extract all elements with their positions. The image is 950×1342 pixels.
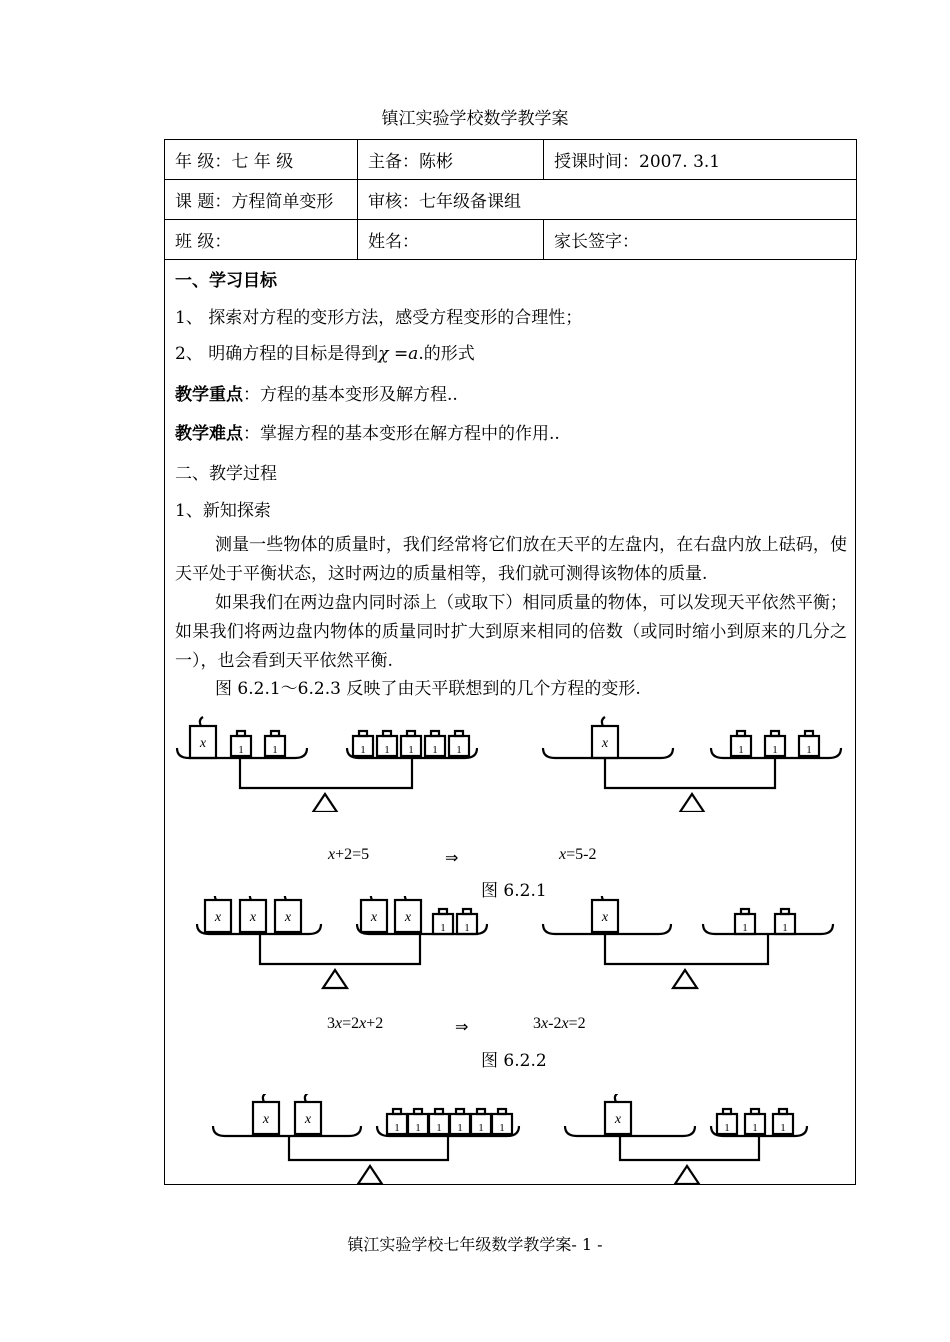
document-title: 镇江实验学校数学教学案: [381, 109, 569, 129]
unknown-box-label: x: [249, 910, 257, 925]
weight-handle: [414, 1109, 422, 1114]
balance-fulcrum: [675, 1166, 699, 1184]
fig1-equation-right: x=5-2: [559, 846, 597, 863]
weight-handle: [781, 909, 789, 914]
weight-label: 1: [272, 744, 278, 756]
unknown-box-label: x: [214, 910, 222, 925]
fig2-caption: 图 6.2.2: [481, 1051, 547, 1071]
weight-label: 1: [436, 1122, 442, 1134]
balance-beam: [260, 934, 420, 964]
weight-label: 1: [384, 744, 390, 756]
topic-cell: 课 题：方程简单变形: [165, 180, 358, 220]
weight-label: 1: [806, 744, 812, 756]
fig2-equation-right: 3x-2x=2: [533, 1015, 586, 1032]
balance-beam: [240, 758, 412, 788]
balance-fulcrum: [358, 1166, 382, 1184]
weight-handle: [271, 731, 279, 736]
weight-label: 1: [782, 922, 788, 934]
name-cell: 姓名：: [358, 220, 544, 260]
goal-item-2-suffix: .的形式: [418, 344, 475, 364]
class-cell: 班 级：: [165, 220, 358, 260]
info-table: [164, 139, 857, 260]
figure-6-2-3-balances: [165, 1094, 855, 1184]
author-cell: 主备：陈彬: [358, 140, 544, 180]
unknown-box-label: x: [601, 910, 609, 925]
weight-handle: [237, 731, 245, 736]
figure-6-2-1-balances: [165, 712, 855, 812]
box-hook: [602, 717, 605, 726]
weight-handle: [456, 1109, 464, 1114]
balance-pan: [703, 924, 833, 934]
balance-pan: [213, 1126, 361, 1136]
difficult-point-text: ：掌握方程的基本变形在解方程中的作用..: [243, 424, 560, 444]
figure-6-2-2-balances: [165, 896, 855, 996]
weight-handle: [455, 731, 463, 736]
weight-handle: [741, 909, 749, 914]
goal-formula: χ =a: [378, 344, 419, 364]
weight-handle: [805, 731, 813, 736]
sub-heading: 1、新知探索: [175, 501, 271, 521]
fig1-caption: 图 6.2.1: [481, 881, 547, 901]
goal-item-1: 1、 探索对方程的变形方法，感受方程变形的合理性；: [175, 308, 583, 328]
balance-beam: [289, 1136, 448, 1160]
paragraph-1: 测量一些物体的质量时，我们经常将它们放在天平的左盘内，在右盘内放上砝码，使天平处于平衡状态，这时两边的质量相等，我们就可测得该物体的质量.: [175, 535, 847, 584]
lesson-content: [164, 260, 856, 1185]
balance-fulcrum: [680, 794, 704, 812]
unknown-box-label: x: [601, 736, 609, 751]
weight-handle: [431, 731, 439, 736]
key-point: [175, 380, 458, 405]
box-hook: [305, 1094, 308, 1102]
info-row-topic: [165, 180, 857, 220]
balance-beam: [620, 1136, 759, 1160]
balance-beam: [605, 758, 775, 788]
paragraph-2: 如果我们在两边盘内同时添上（或取下）相同质量的物体，可以发现天平依然平衡；如果我们将两边盘内物体的质量同时扩大到原来相同的倍数（或同时缩小到原来的几分之一），也会看到天平依然平衡.: [175, 593, 847, 671]
difficult-point-label: 教学难点: [175, 424, 243, 444]
weight-label: 1: [738, 744, 744, 756]
grade-cell: 年 级：七 年 级: [165, 140, 358, 180]
unknown-box-label: x: [284, 910, 292, 925]
process-heading: 二、教学过程: [175, 464, 277, 484]
weight-handle: [771, 731, 779, 736]
fig2-equation-left: 3x=2x+2: [327, 1015, 384, 1032]
info-row-student: [165, 220, 857, 260]
unknown-box-label: x: [304, 1112, 312, 1127]
weight-handle: [435, 1109, 443, 1114]
weight-handle: [393, 1109, 401, 1114]
weight-handle: [751, 1109, 759, 1114]
weight-handle: [737, 731, 745, 736]
unknown-box-label: x: [262, 1112, 270, 1127]
paragraph-3: 图 6.2.1～6.2.3 反映了由天平联想到的几个方程的变形.: [215, 679, 641, 699]
balance-beam: [605, 934, 768, 964]
unknown-box-label: x: [370, 910, 378, 925]
fig1-arrow: ⇒: [445, 850, 459, 867]
weight-label: 1: [440, 922, 446, 934]
weight-handle: [477, 1109, 485, 1114]
class-time-cell: 授课时间：2007. 3.1: [544, 140, 857, 180]
weight-label: 1: [772, 744, 778, 756]
balance-fulcrum: [313, 794, 337, 812]
weight-label: 1: [238, 744, 244, 756]
weight-label: 1: [457, 1122, 463, 1134]
weight-handle: [779, 1109, 787, 1114]
weight-label: 1: [724, 1122, 730, 1134]
fig1-eq-left-text: +2=5: [335, 846, 370, 863]
weight-label: 1: [742, 922, 748, 934]
box-hook: [200, 717, 203, 726]
weight-handle: [439, 909, 447, 914]
box-hook: [615, 1094, 618, 1102]
weight-handle: [383, 731, 391, 736]
goal-item-2-text: 2、 明确方程的目标是得到: [175, 344, 379, 364]
weight-label: 1: [752, 1122, 758, 1134]
weight-label: 1: [456, 744, 462, 756]
unknown-box-label: x: [614, 1112, 622, 1127]
weight-label: 1: [415, 1122, 421, 1134]
box-hook: [263, 1094, 266, 1102]
weight-label: 1: [478, 1122, 484, 1134]
weight-label: 1: [432, 744, 438, 756]
weight-label: 1: [408, 744, 414, 756]
balance-fulcrum: [323, 970, 347, 988]
key-point-text: ：方程的基本变形及解方程..: [243, 385, 458, 405]
page-footer: 镇江实验学校七年级数学教学案- 1 -: [347, 1235, 603, 1254]
difficult-point: [175, 419, 560, 444]
weight-label: 1: [780, 1122, 786, 1134]
weight-handle: [359, 731, 367, 736]
weight-label: 1: [464, 922, 470, 934]
info-row-grade: [165, 140, 857, 180]
weight-handle: [463, 909, 471, 914]
weight-handle: [498, 1109, 506, 1114]
weight-label: 1: [394, 1122, 400, 1134]
fig2-arrow: ⇒: [455, 1019, 469, 1036]
weight-label: 1: [360, 744, 366, 756]
weight-label: 1: [499, 1122, 505, 1134]
weight-handle: [723, 1109, 731, 1114]
key-point-label: 教学重点: [175, 385, 243, 405]
parent-signature-cell: 家长签字：: [544, 220, 857, 260]
goals-heading: 一、学习目标: [175, 271, 277, 291]
unknown-box-label: x: [199, 736, 207, 751]
goal-item-2: [175, 339, 475, 364]
reviewer-cell: 审核：七年级备课组: [358, 180, 857, 220]
balance-fulcrum: [673, 970, 697, 988]
unknown-box-label: x: [404, 910, 412, 925]
fig1-equation-left: x+2=5: [328, 846, 370, 863]
weight-handle: [407, 731, 415, 736]
